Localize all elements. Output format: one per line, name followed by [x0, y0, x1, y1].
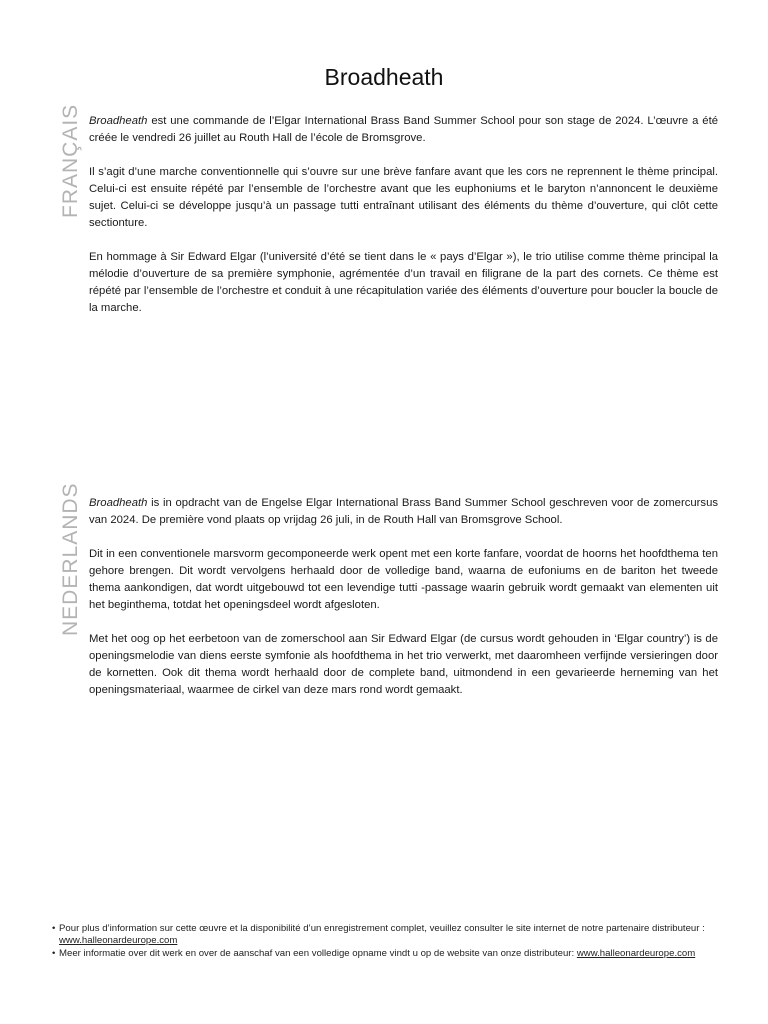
bullet: • [52, 923, 56, 934]
work-title-italic: Broadheath [89, 497, 148, 509]
french-paragraph-3: En hommage à Sir Edward Elgar (l’université d’été se tient dans le « pays d’Elgar »), le trio utilise comme thème principal la mélodie d’ouverture de sa première symphonie, agrémentée d’un travail en filigrane de la part des cornets. Ce thème est répété par l’ensemble de l’orchestre et conduit à une récapitulation variée des éléments d’ouverture pour boucler la boucle de la marche. [89, 251, 718, 314]
dutch-section [89, 495, 718, 716]
page-title: Broadheath [324, 64, 444, 90]
french-section [89, 113, 718, 334]
dutch-paragraph-2: Dit in een conventionele marsvorm gecomponeerde werk opent met een korte fanfare, voordat de hoorns het hoofdthema ten gehore brengen. Dit wordt vervolgens herhaald door de volledige band, waarna de eufoniums en de bariton het tweede thema aankondigen, dat wordt uitgebouwd tot een levendige tutti -passage waarin gebruik wordt gemaakt van elementen uit het beginthema, totdat het openingsdeel wordt afgesloten. [89, 548, 718, 611]
language-label-dutch: NEDERLANDS [59, 482, 82, 636]
language-label-french: FRANÇAIS [59, 103, 82, 218]
footer-notes [52, 923, 722, 961]
dutch-paragraph-1: Broadheath is in opdracht van de Engelse Elgar International Brass Band Summer School geschreven voor de zomercursus van 2024. De première vond plaats op vrijdag 26 juli, in de Routh Hall van Bromsgrove School. [89, 497, 718, 526]
footer-note-dutch: • Meer informatie over dit werk en over de aanschaf van een volledige opname vindt u op de website van onze distributeur: www.halleonardeurope.com [52, 948, 696, 959]
french-paragraph-1: Broadheath est une commande de l’Elgar International Brass Band Summer School pour son stage de 2024. L’œuvre a été créée le vendredi 26 juillet au Routh Hall de l’école de Bromsgrove. [89, 115, 718, 144]
bullet: • [52, 948, 56, 959]
french-paragraph-2: Il s’agit d’une marche conventionnelle qui s’ouvre sur une brève fanfare avant que les cors ne reprennent le thème principal. Celui-ci est ensuite répété par l’ensemble de l’orchestre avant que les euphoniums et le baryton n’annoncent le deuxième sujet. Celui-ci se développe jusqu’à un passage tutti entraînant utilisant des éléments du thème d’ouverture, qui clôt cette sectionture. [89, 166, 718, 229]
distributor-link[interactable]: www.halleonardeurope.com [576, 948, 696, 959]
work-title-italic: Broadheath [89, 115, 148, 127]
footer-note-french: • Pour plus d’information sur cette œuvre et la disponibilité d’un enregistrement complet, veuillez consulter le site internet de notre partenaire distributeur : www.halleonardeurope.com [52, 923, 705, 946]
distributor-link[interactable]: www.halleonardeurope.com [59, 935, 178, 946]
dutch-paragraph-3: Met het oog op het eerbetoon van de zomerschool aan Sir Edward Elgar (de cursus wordt gehouden in ‘Elgar country’) is de openingsmelodie van diens eerste symfonie als hoofdthema in het trio verwerkt, met daaromheen verfijnde versieringen door de kornetten. Ook dit thema wordt herhaald door de complete band, uitmondend in een gevarieerde herneming van het openingsmateriaal, waarmee de cirkel van deze mars rond wordt gemaakt. [89, 633, 718, 696]
